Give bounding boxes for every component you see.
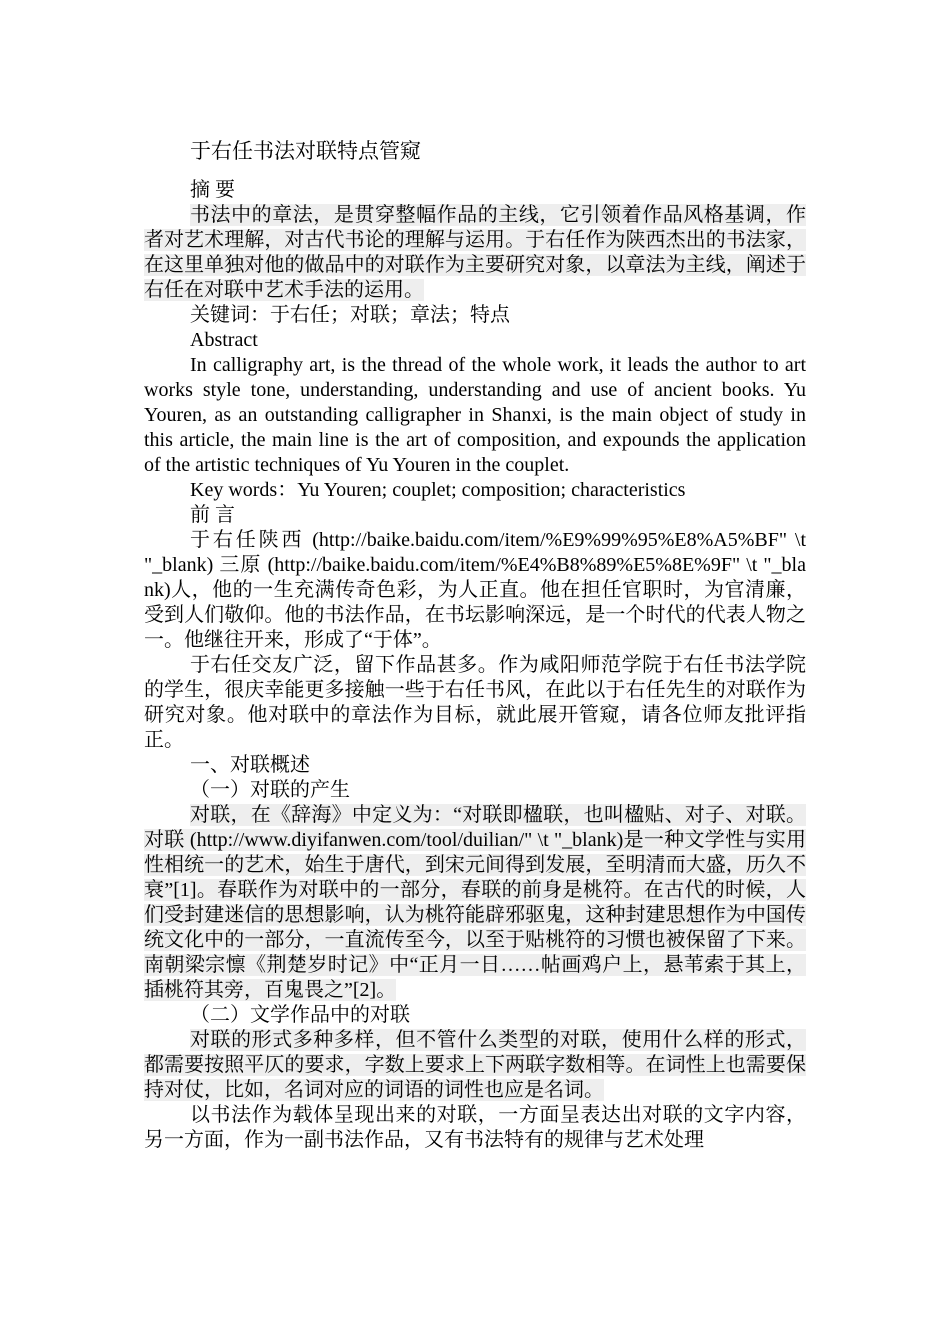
- abstract-cn-heading: 摘 要: [190, 179, 235, 201]
- section-1-1-text: 对联，在《辞海》中定义为：“对联即楹联，也叫楹贴、对子、对联。对联 (http://www.diyifanwen.com/tool/duilian/" \t "_blank)是一种文学性与实用性相统一的艺术，始生于唐代，到宋元间得到发展，至明清而大盛，历久不衰”[1]。春联作为对联中的一部分，春联的前身是桃符。在古代的时候，人们受封建迷信的思想影响，认为桃符能辟邪驱鬼，这种封建思想作为中国传统文化中的一部分，一直流传至今，以至于贴桃符的习惯也被保留了下来。南朝梁宗懔《荆楚岁时记》中“正月一日……帖画鸡户上，悬苇索于其上，插桃符其旁，百鬼畏之”[2]。: [144, 804, 806, 1001]
- section-1-heading: 一、对联概述: [190, 754, 310, 776]
- abstract-cn-text: 书法中的章法，是贯穿整幅作品的主线，它引领着作品风格基调，作者对艺术理解，对古代书论的理解与运用。于右任作为陕西杰出的书法家，在这里单独对他的做品中的对联作为主要研究对象，以章法为主线，阐述于右任在对联中艺术手法的运用。: [144, 204, 806, 301]
- preface-paragraph-1: 于右任陕西 (http://baike.baidu.com/item/%E9%99%95%E8%A5%BF" \t "_blank) 三原 (http://baike.baidu.com/item/%E4%B8%89%E5%8E%9F" \t "_blank)人，他的一生充满传奇色彩，为人正直。他在担任官职时，为官清廉，受到人们敬仰。他的书法作品，在书坛影响深远，是一个时代的代表人物之一。他继往开来，形成了“于体”。: [144, 529, 806, 651]
- section-1-2-text-1: 对联的形式多种多样，但不管什么类型的对联，使用什么样的形式，都需要按照平仄的要求，字数上要求上下两联字数相等。在词性上也需要保持对仗，比如，名词对应的词语的词性也应是名词。: [144, 1029, 806, 1101]
- preface-paragraph-2: 于右任交友广泛，留下作品甚多。作为咸阳师范学院于右任书法学院的学生，很庆幸能更多接触一些于右任书风，在此以于右任先生的对联作为研究对象。他对联中的章法作为目标，就此展开管窥，请各位师友批评指正。: [144, 654, 806, 751]
- section-1-1-heading: （一）对联的产生: [190, 779, 350, 801]
- section-1-2-heading: （二）文学作品中的对联: [190, 1004, 410, 1026]
- abstract-en-keywords: Key words：Yu Youren; couplet; composition; characteristics: [190, 479, 686, 501]
- abstract-cn-keywords: 关键词：于右任；对联；章法；特点: [190, 304, 510, 326]
- section-1-2-paragraph-2: 以书法作为载体呈现出来的对联，一方面呈表达出对联的文字内容，另一方面，作为一副书法作品，又有书法特有的规律与艺术处理: [144, 1104, 806, 1151]
- abstract-cn-body: [144, 203, 806, 303]
- section-1-1-body: [144, 803, 806, 1003]
- abstract-en-body: In calligraphy art, is the thread of the whole work, it leads the author to art works style tone, understanding, understanding and use of ancient books. Yu Youren, as an outstanding calligrapher in Shanxi, is the main object of study in this article, the main line is the art of composition, and expounds the application of the artistic techniques of Yu Youren in the couplet.: [144, 354, 806, 476]
- preface-heading: 前 言: [190, 504, 235, 526]
- abstract-en-heading: Abstract: [190, 329, 258, 351]
- section-1-2-paragraph-1: [144, 1028, 806, 1103]
- document-body: [144, 134, 806, 1153]
- document-title: 于右任书法对联特点管窥: [190, 139, 421, 163]
